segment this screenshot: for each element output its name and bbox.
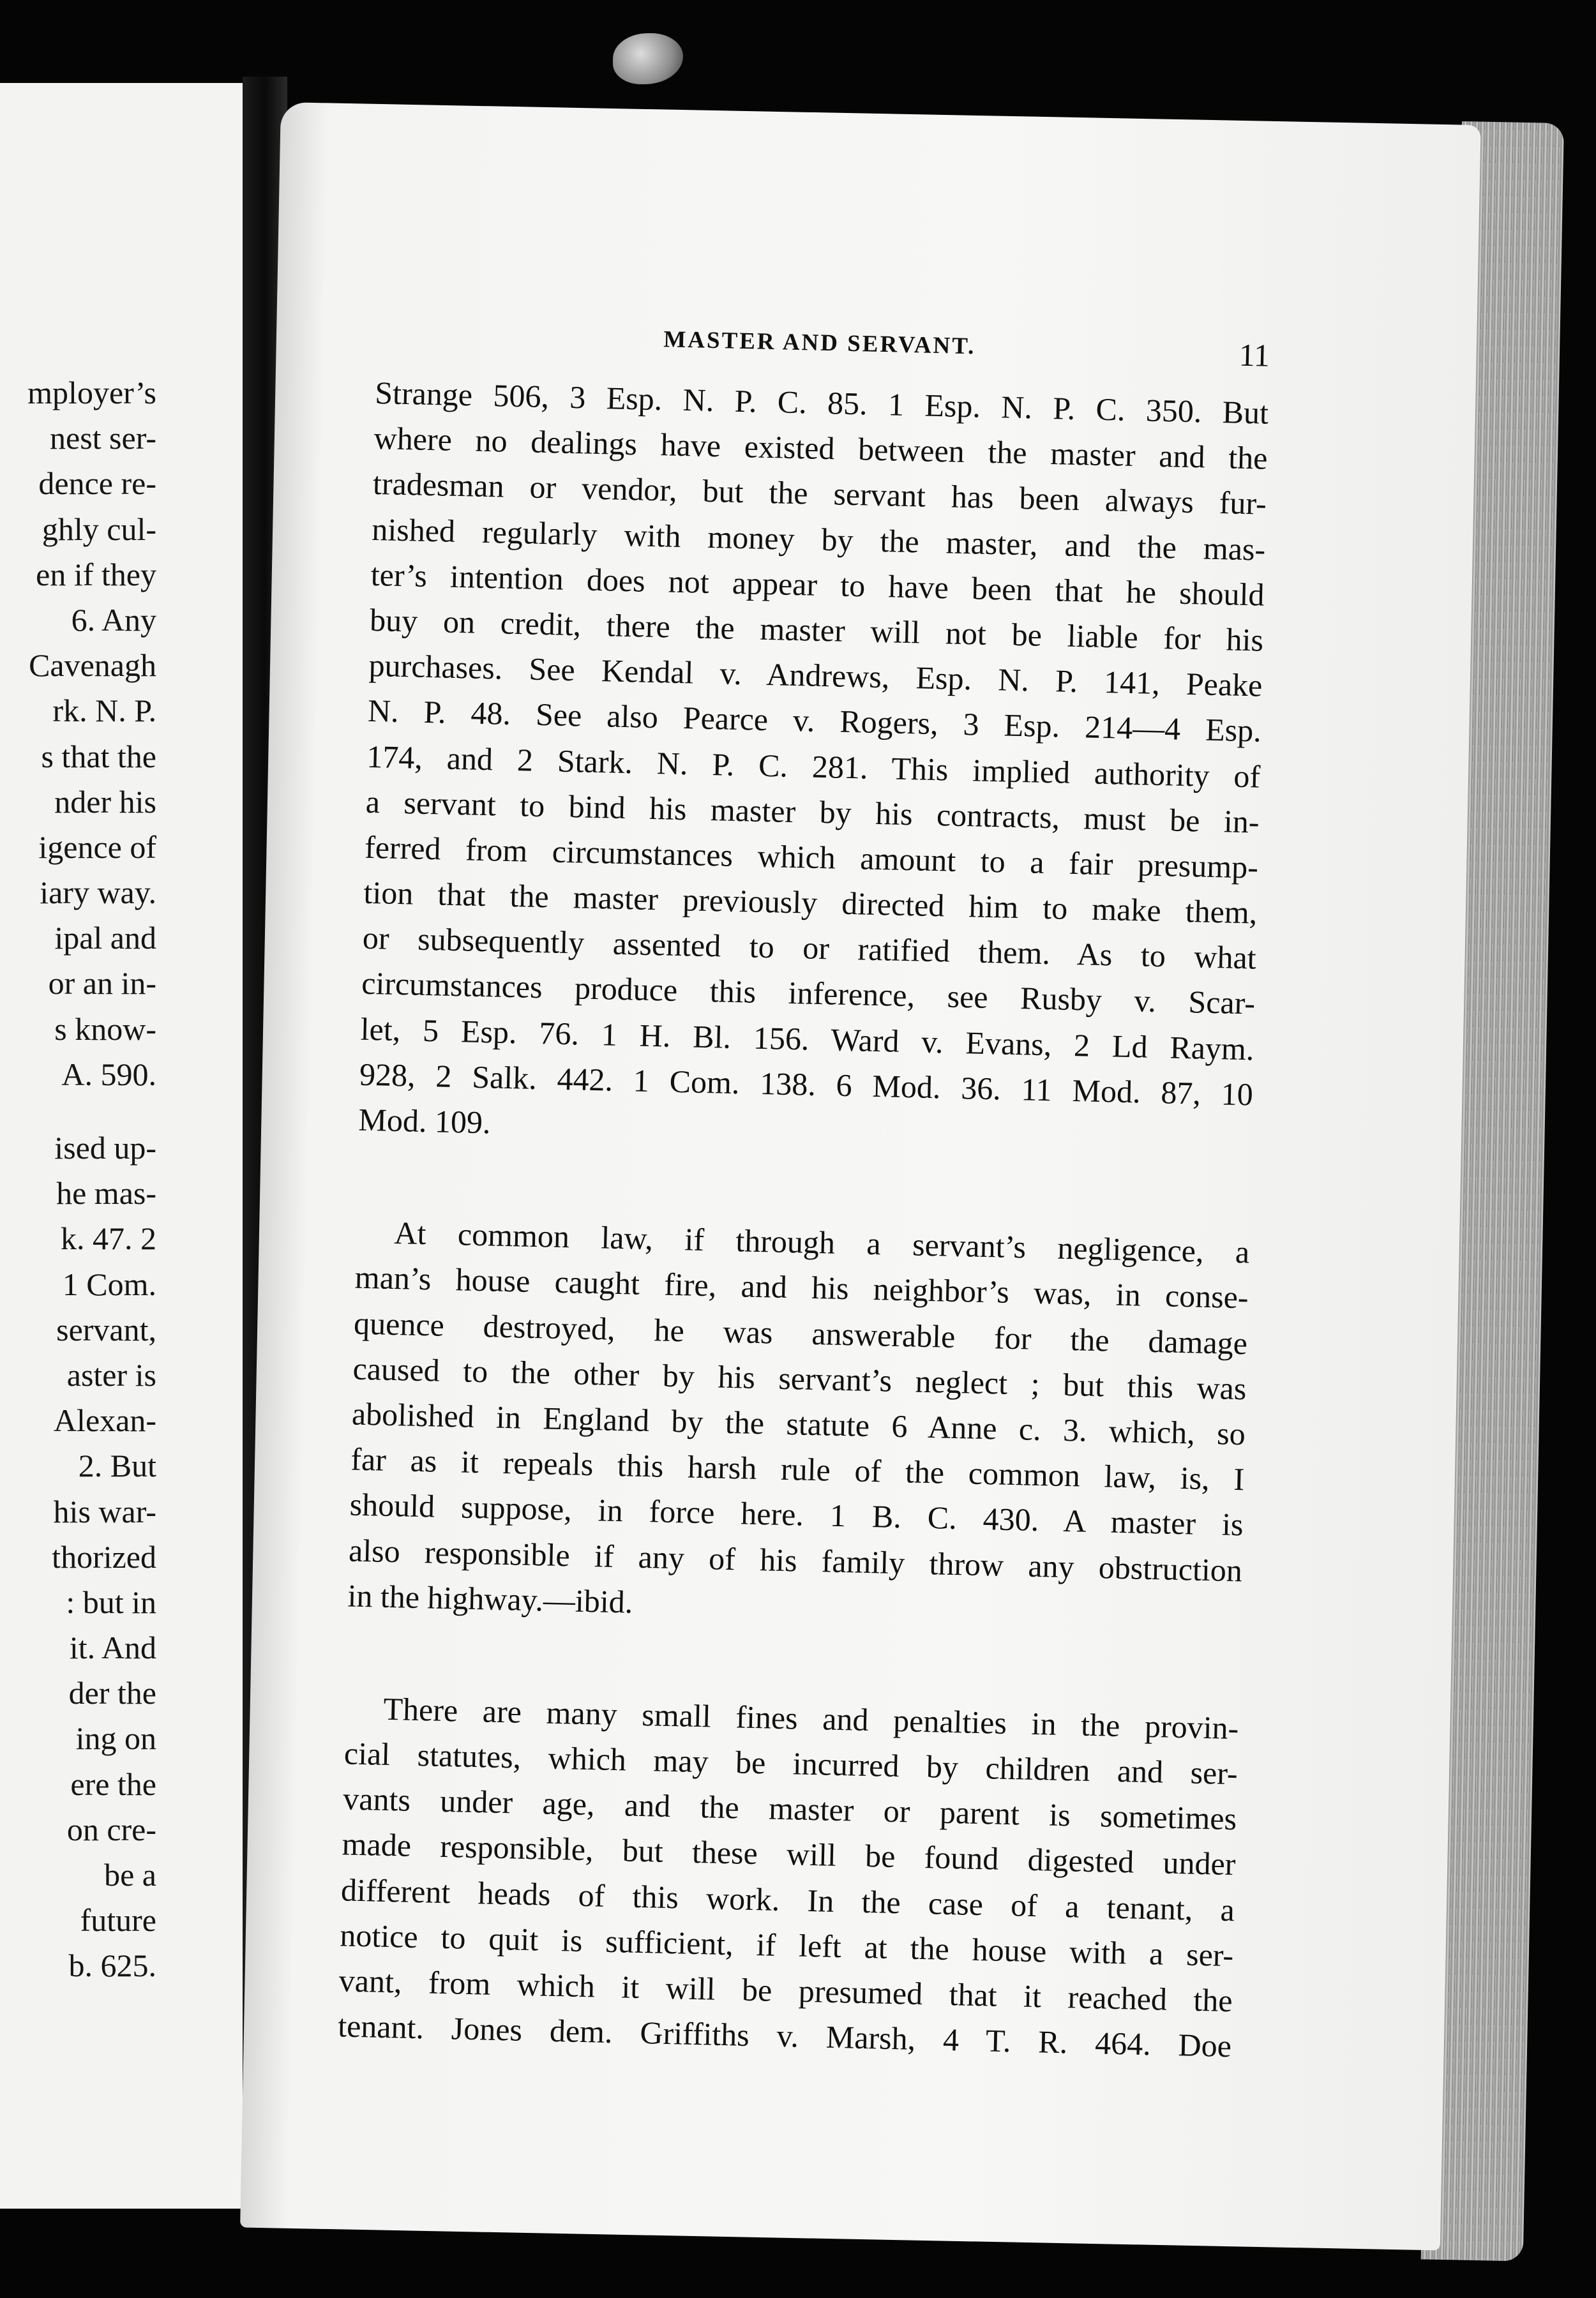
text-line: should suppose, in force here. 1 B. C. 430. A master is [349, 1486, 1244, 1543]
text-line: At common law, if through a servant’s negligence, a [393, 1215, 1250, 1270]
left-line: ised up- [54, 1130, 156, 1166]
text-line: notice to quit is sufficient, if left at the house with a ser- [339, 1917, 1234, 1973]
left-line: his war- [53, 1493, 156, 1529]
text-line: cial statutes, which may be incurred by children and ser- [343, 1735, 1238, 1792]
left-line: k. 47. 2 [61, 1220, 156, 1257]
text-line: different heads of this work. In the case of a tenant, a [340, 1871, 1235, 1928]
left-line: rk. N. P. [52, 693, 156, 729]
left-line: ipal and [54, 920, 156, 956]
text-line: far as it repeals this harsh rule of the common law, is, I [350, 1441, 1245, 1498]
left-line: ing on [75, 1720, 156, 1757]
text-line: nished regularly with money by the master, and the mas- [371, 511, 1266, 567]
text-line: also responsible if any of his family throw any obstruction [348, 1532, 1243, 1588]
text-line: vants under age, and the master or parent is sometimes [342, 1780, 1237, 1837]
left-line: aster is [66, 1356, 156, 1393]
text-line: 174, and 2 Stark. N. P. C. 281. This implied authority of [366, 738, 1261, 795]
left-line: on cre- [66, 1811, 156, 1847]
text-line: quence destroyed, he was answerable for the damage [353, 1305, 1248, 1361]
text-line: let, 5 Esp. 76. 1 H. Bl. 156. Ward v. Evans, 2 Ld Raym. [360, 1010, 1255, 1067]
scan-artifact [613, 33, 683, 84]
left-page [0, 83, 256, 2209]
left-line: Cavenagh [29, 647, 156, 684]
left-line: en if they [36, 556, 156, 592]
left-line: igence of [38, 829, 156, 865]
text-line: where no dealings have existed between the master and the [373, 420, 1269, 476]
left-line: A. 590. [61, 1056, 156, 1092]
left-line: s that the [41, 738, 156, 774]
page-number: 11 [1238, 336, 1270, 373]
left-line: 1 Com. [62, 1266, 156, 1302]
left-line: iary way. [40, 875, 156, 911]
text-line: tenant. Jones dem. Griffiths v. Marsh, 4 T. R. 464. Doe [337, 2008, 1232, 2064]
text-line: 928, 2 Salk. 442. 1 Com. 138. 6 Mod. 36. 11 Mod. 87, 10 [359, 1056, 1254, 1113]
text-line: caused to the other by his servant’s neglect ; but this was [352, 1350, 1247, 1407]
text-line: a servant to bind his master by his contracts, must be in- [365, 783, 1260, 840]
paragraph-1 [358, 370, 1269, 1163]
left-line: 6. Any [71, 601, 156, 638]
running-title: MASTER AND SERVANT. [663, 326, 976, 360]
text-line: Mod. 109. [358, 1101, 492, 1141]
left-line: der the [68, 1675, 156, 1711]
text-line: in the highway.—ibid. [347, 1577, 633, 1620]
text-line: abolished in England by the statute 6 Anne c. 3. which, so [351, 1395, 1246, 1452]
left-line: future [80, 1902, 156, 1939]
paragraph-3 [338, 1685, 1240, 2069]
text-line: or subsequently assented to or ratified them. As to what [362, 920, 1257, 976]
text-line: circumstances produce this inference, see Rusby v. Scar- [361, 965, 1256, 1021]
left-line: it. And [69, 1630, 156, 1666]
left-line: or an in- [48, 965, 156, 1002]
left-line: mployer’s [27, 375, 156, 410]
text-line: man’s house caught fire, and his neighbor’s was, in conse- [354, 1259, 1249, 1316]
left-line: s know- [54, 1010, 156, 1047]
text-line: ferred from circumstances which amount to a fair presump- [364, 829, 1259, 885]
text-line: N. P. 48. See also Pearce v. Rogers, 3 Esp. 214—4 Esp. [367, 693, 1262, 749]
left-line: nest ser- [50, 420, 156, 456]
left-line: b. 625. [68, 1948, 156, 1984]
left-line: Alexan- [53, 1402, 156, 1439]
text-line: made responsible, but these will be found digested under [342, 1826, 1237, 1882]
text-line: buy on credit, there the master will not be liable for his [369, 601, 1264, 658]
left-line: ere the [70, 1766, 156, 1802]
left-line: nder his [54, 783, 156, 820]
text-line: There are many small fines and penalties in the provin- [382, 1690, 1239, 1746]
left-page-text [27, 370, 156, 1989]
text-line: tradesman or vendor, but the servant has been always fur- [372, 465, 1267, 522]
text-line: tion that the master previously directed him to make them, [363, 874, 1258, 931]
paragraph-2 [347, 1210, 1250, 1639]
right-page-text [338, 319, 1270, 2069]
left-line: : but in [66, 1584, 156, 1620]
left-line: servant, [56, 1311, 156, 1348]
left-line: 2. But [78, 1448, 156, 1484]
left-line: thorized [52, 1538, 156, 1575]
left-line: be a [104, 1857, 156, 1893]
left-line: ghly cul- [41, 511, 156, 547]
text-line: purchases. See Kendal v. Andrews, Esp. N. P. 141, Peake [368, 647, 1263, 703]
left-line: he mas- [56, 1175, 156, 1212]
left-line: dence re- [38, 465, 156, 502]
text-line: vant, from which it will be presumed that it reached the [338, 1962, 1233, 2019]
text-line: ter’s intention does not appear to have been that he should [370, 556, 1265, 613]
text-line: Strange 506, 3 Esp. N. P. C. 85. 1 Esp. N. P. C. 350. But [374, 374, 1269, 431]
